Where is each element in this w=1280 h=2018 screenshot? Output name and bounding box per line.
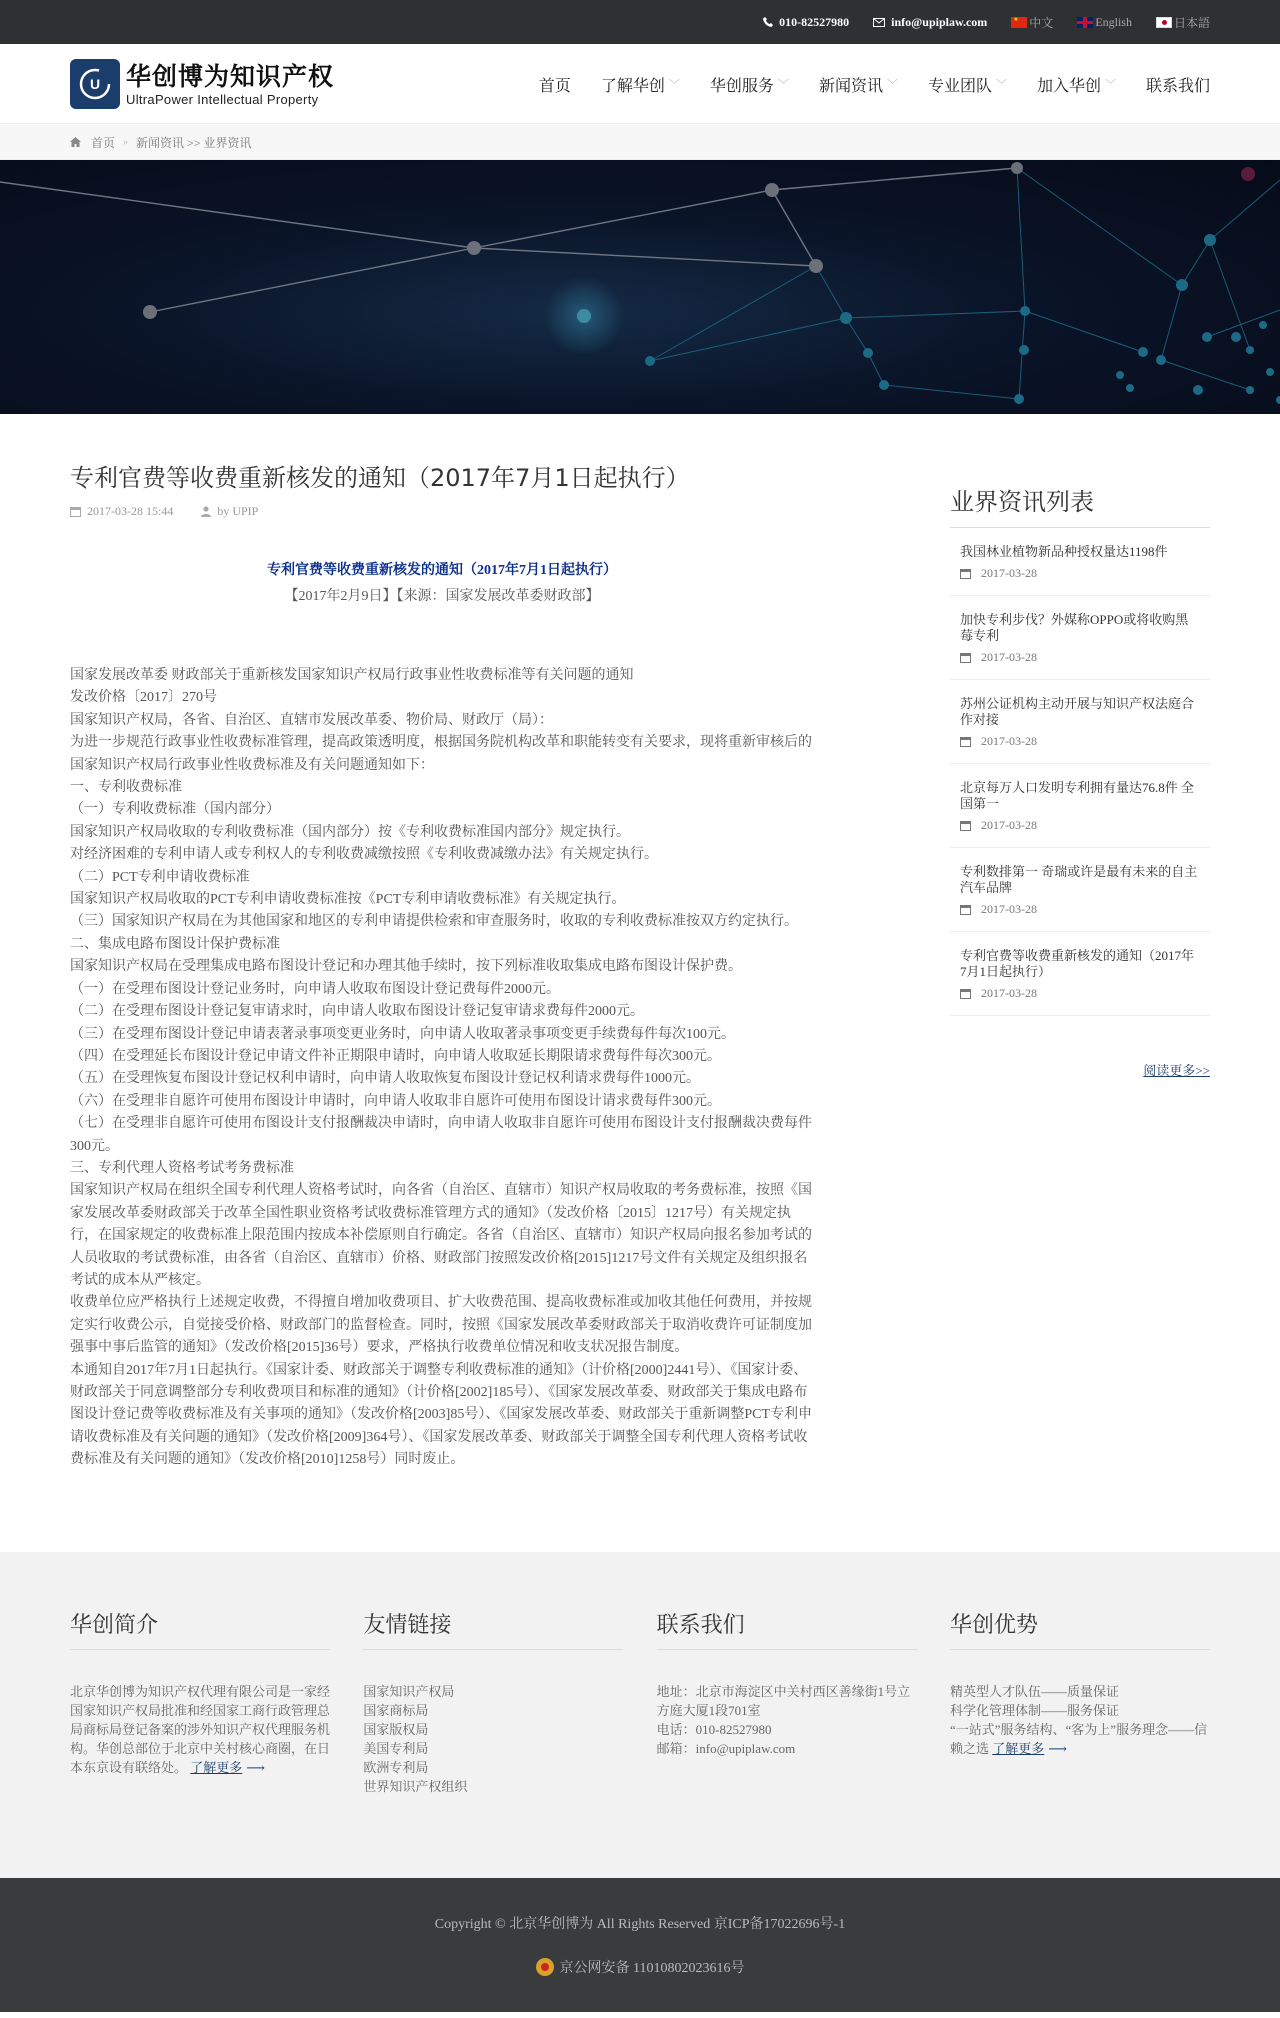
logo-mark-icon xyxy=(70,59,120,109)
article-paragraph: （二）PCT专利申请收费标准 xyxy=(70,869,250,885)
footer-links-title: 友情链接 xyxy=(363,1608,623,1650)
article-paragraph: 国家知识产权局收取的专利收费标准（国内部分）按《专利收费标准国内部分》规定执行。 xyxy=(70,824,630,840)
article-paragraph: （六）在受理非自愿许可使用布图设计申请时，向申请人收取非自愿许可使用布图设计请求费每件300元。 xyxy=(70,1093,721,1109)
footer-advantage xyxy=(950,1608,1210,1796)
main-content xyxy=(70,414,1210,1552)
footer-address: 地址：北京市海淀区中关村西区善缘街1号立方庭大厦1段701室 xyxy=(656,1683,911,1718)
breadcrumb-path: 新闻资讯 >> 业界资讯 xyxy=(136,135,252,150)
article-paragraph: 为进一步规范行政事业性收费标准管理，提高政策透明度，根据国务院机构改革和职能转变有关要求，现将重新审核后的国家知识产权局行政事业性收费标准及有关问题通知如下： xyxy=(70,735,812,773)
footer-link[interactable]: 美国专利局 xyxy=(363,1740,429,1756)
article-meta xyxy=(70,504,814,519)
footer-about xyxy=(70,1608,330,1796)
news-date: 2017-03-28 xyxy=(981,818,1037,832)
article-paragraph: 发改价格〔2017〕270号 xyxy=(70,690,217,706)
police-record[interactable] xyxy=(536,1957,745,1977)
footer-links xyxy=(363,1608,623,1796)
news-title: 专利官费等收费重新核发的通知（2017年7月1日起执行） xyxy=(960,948,1195,979)
footer-advantage-more-link[interactable]: 了解更多 xyxy=(992,1740,1045,1756)
lang-japanese[interactable]: 日本語 xyxy=(1156,14,1210,31)
article-paragraph: （一）专利收费标准（国内部分） xyxy=(70,802,280,818)
article-paragraph: 收费单位应严格执行上述规定收费，不得擅自增加收费项目、扩大收费范围、提高收费标准或加收其他任何费用，并按规定实行收费公示，自觉接受价格、财政部门的监督检查。同时，按照《国家发展改革委财政部关于取消收费许可证制度加强事中事后监管的通知》（发改价格[2015]36号）要求，严格执行收费单位情况和收支状况报告制度。 xyxy=(70,1295,812,1356)
footer-advantage-line: 科学化管理体制——服务保证 xyxy=(949,1702,1119,1718)
logo-name-en: UltraPower Intellectual Property xyxy=(126,91,319,107)
footer-link[interactable]: 世界知识产权组织 xyxy=(363,1778,468,1794)
list-item[interactable] xyxy=(950,848,1210,932)
article-paragraph: （三）在受理布图设计登记申请表著录事项变更业务时，向申请人收取著录事项变更手续费每件每次100元。 xyxy=(70,1026,735,1042)
article-date: 2017-03-28 15:44 xyxy=(70,504,187,519)
article-subtitle: 专利官费等收费重新核发的通知（2017年7月1日起执行） xyxy=(267,563,617,578)
article-paragraph: （四）在受理延长布图设计登记申请文件补正期限申请时，向申请人收取延长期限请求费每件每次300元。 xyxy=(70,1048,721,1064)
news-title: 专利数排第一 奇瑞或许是最有未来的自主汽车品牌 xyxy=(960,864,1198,895)
news-title: 苏州公证机构主动开展与知识产权法庭合作对接 xyxy=(960,696,1195,727)
footer-advantage-title: 华创优势 xyxy=(950,1608,1210,1650)
arrow-right-icon: ⟶ xyxy=(246,1759,265,1775)
sidebar-title: 业界资讯列表 xyxy=(950,482,1210,528)
footer-about-more-link[interactable]: 了解更多 xyxy=(190,1759,243,1775)
sidebar-news-list xyxy=(950,462,1210,1472)
site-logo[interactable] xyxy=(70,59,334,109)
footer-email: 邮箱：info@upiplaw.com xyxy=(656,1740,796,1756)
chevron-down-icon: ﹀ xyxy=(1104,78,1116,91)
phone-icon xyxy=(763,17,773,27)
list-item[interactable] xyxy=(950,596,1210,680)
site-footer xyxy=(0,1552,1280,1878)
calendar-icon xyxy=(70,506,81,517)
news-date: 2017-03-28 xyxy=(981,650,1037,664)
article-paragraph: （二）在受理布图设计登记复审请求时，向申请人收取布图设计登记复审请求费每件2000元。 xyxy=(70,1004,644,1020)
lang-english[interactable]: English xyxy=(1077,15,1132,30)
article-title: 专利官费等收费重新核发的通知（2017年7月1日起执行） xyxy=(70,464,690,492)
article-paragraph: 国家发展改革委 财政部关于重新核发国家知识产权局行政事业性收费标准等有关问题的通知 xyxy=(70,668,634,683)
copyright-text: Copyright © 北京华创博为 All Rights Reserved 京ICP备17022696号-1 xyxy=(434,1916,846,1932)
article-paragraph: （五）在受理恢复布图设计登记权利申请时，向申请人收取恢复布图设计登记权利请求费每件1000元。 xyxy=(70,1071,700,1087)
article-paragraph: 三、专利代理人资格考试考务费标准 xyxy=(70,1160,294,1176)
copyright-bar xyxy=(0,1878,1280,2012)
footer-advantage-line: 精英型人才队伍——质量保证 xyxy=(949,1683,1119,1699)
email-contact[interactable] xyxy=(873,15,987,30)
article-paragraph: 国家知识产权局在受理集成电路布图设计登记和办理其他手续时，按下列标准收取集成电路布图设计保护费。 xyxy=(70,959,742,975)
footer-contact-title: 联系我们 xyxy=(657,1608,917,1650)
article-paragraph: 一、专利收费标准 xyxy=(70,780,182,796)
news-title: 加快专利步伐？外媒称OPPO或将收购黑莓专利 xyxy=(960,612,1189,643)
police-record-text: 京公网安备 11010802023616号 xyxy=(559,1960,745,1976)
nav-contact[interactable]: 联系我们 xyxy=(1145,75,1210,95)
nav-services[interactable]: 华创服务 ﹀ xyxy=(709,75,789,95)
uk-flag-icon xyxy=(1077,17,1093,28)
footer-link[interactable]: 国家版权局 xyxy=(363,1721,429,1737)
svg-text:U: U xyxy=(89,76,101,92)
chevron-down-icon: ﹀ xyxy=(777,78,789,91)
footer-advantage-line: “一站式”服务结构、“客为上”服务理念——信赖之选 xyxy=(949,1721,1208,1756)
police-badge-icon xyxy=(536,1958,554,1976)
chevron-down-icon: ﹀ xyxy=(995,78,1007,91)
arrow-right-icon: ⟶ xyxy=(1048,1740,1067,1756)
footer-link[interactable]: 国家商标局 xyxy=(363,1702,429,1718)
japan-flag-icon xyxy=(1156,17,1172,28)
top-bar xyxy=(0,0,1280,44)
article-body xyxy=(70,665,814,1472)
envelope-icon xyxy=(873,18,885,27)
footer-about-text: 北京华创博为知识产权代理有限公司是一家经国家知识产权局批准和经国家工商行政管理总局商标局登记备案的涉外知识产权代理服务机构。华创总部位于北京中关村核心商圈，在日本东京设有联络处。 xyxy=(70,1683,331,1775)
network-graphic xyxy=(0,160,1280,414)
china-flag-icon xyxy=(1011,17,1027,28)
nav-join[interactable]: 加入华创 ﹀ xyxy=(1036,75,1116,95)
calendar-icon xyxy=(960,988,971,999)
article xyxy=(70,462,814,1472)
article-paragraph: 国家知识产权局在组织全国专利代理人资格考试时，向各省（自治区、直辖市）知识产权局收取的考务费标准，按照《国家发展改革委财政部关于改革全国性职业资格考试收费标准管理方式的通知》（发改价格〔2015〕1217号）有关规定执行，在国家规定的收费标准上限范围内按成本补偿原则自行确定。各省（自治区、直辖市）知识产权局向报名参加考试的人员收取的考试费标准，由各省（自治区、直辖市）价格、财政部门按照发改价格[2015]1217号文件有关规定及组织报名考试的成本从严核定。 xyxy=(70,1183,812,1288)
article-paragraph: （七）在受理非自愿许可使用布图设计支付报酬裁决申请时，向申请人收取非自愿许可使用布图设计支付报酬裁决费每件300元。 xyxy=(70,1116,812,1154)
article-paragraph: 本通知自2017年7月1日起执行。《国家计委、财政部关于调整专利收费标准的通知》（计价格[2000]2441号）、《国家计委、财政部关于同意调整部分专利收费项目和标准的通知》（计价格[2002]185号）、《国家发展改革委、财政部关于集成电路布图设计登记费等收费标准及有关事项的通知》（发改价格[2003]85号）、《国家发展改革委、财政部关于重新调整PCT专利申请收费标准及有关问题的通知》（发改价格[2009]364号）、《国家发展改革委、财政部关于调整全国专利代理人资格考试收费标准及有关问题的通知》（发改价格[2010]1258号）同时废止。 xyxy=(70,1362,812,1468)
breadcrumb-home[interactable]: 首页 xyxy=(91,135,116,150)
lang-chinese[interactable]: ★ 中文 xyxy=(1011,14,1053,31)
chevron-down-icon: ﹀ xyxy=(886,78,898,91)
phone-contact[interactable] xyxy=(763,15,849,30)
nav-team[interactable]: 专业团队 ﹀ xyxy=(927,75,1007,95)
list-item[interactable] xyxy=(950,932,1210,1016)
list-item[interactable] xyxy=(950,764,1210,848)
news-title: 北京每万人口发明专利拥有量达76.8件 全国第一 xyxy=(960,780,1195,811)
news-date: 2017-03-28 xyxy=(981,566,1037,580)
article-paragraph: 国家知识产权局收取的PCT专利申请收费标准按《PCT专利申请收费标准》有关规定执行。 xyxy=(70,892,626,908)
hero-banner xyxy=(0,160,1280,414)
article-paragraph: 国家知识产权局，各省、自治区、直辖市发展改革委、物价局、财政厅（局）： xyxy=(70,712,553,728)
main-nav xyxy=(509,73,1210,96)
phone-text: 010-82527980 xyxy=(779,14,850,29)
calendar-icon xyxy=(960,736,971,747)
footer-phone: 电话：010-82527980 xyxy=(656,1721,772,1737)
footer-contact xyxy=(657,1608,917,1796)
list-item[interactable] xyxy=(950,528,1210,596)
news-title: 我国林业植物新品种授权量达1198件 xyxy=(960,544,1168,559)
calendar-icon xyxy=(960,820,971,831)
chevron-down-icon: ﹀ xyxy=(668,78,680,91)
nav-about[interactable]: 了解华创 ﹀ xyxy=(600,75,680,95)
footer-about-title: 华创简介 xyxy=(70,1608,330,1650)
calendar-icon xyxy=(960,904,971,915)
article-author: by UPIP xyxy=(201,504,272,519)
news-date: 2017-03-28 xyxy=(981,986,1037,1000)
list-item[interactable] xyxy=(950,680,1210,764)
article-paragraph: 二、集成电路布图设计保护费标准 xyxy=(70,936,280,952)
article-paragraph: （一）在受理布图设计登记业务时，向申请人收取布图设计登记费每件2000元。 xyxy=(70,981,560,997)
news-date: 2017-03-28 xyxy=(981,734,1037,748)
calendar-icon xyxy=(960,652,971,663)
breadcrumb-separator-icon: » xyxy=(123,136,129,148)
nav-home[interactable]: 首页 xyxy=(538,75,571,95)
nav-news[interactable]: 新闻资讯 ﹀ xyxy=(818,75,898,95)
user-icon xyxy=(201,506,211,517)
home-icon xyxy=(70,137,81,147)
news-date: 2017-03-28 xyxy=(981,902,1037,916)
footer-link[interactable]: 欧洲专利局 xyxy=(363,1759,429,1775)
read-more-link[interactable]: 阅读更多>> xyxy=(1143,1063,1210,1078)
site-header xyxy=(0,44,1280,124)
footer-link[interactable]: 国家知识产权局 xyxy=(363,1683,455,1699)
email-text: info@upiplaw.com xyxy=(891,14,988,29)
breadcrumb xyxy=(0,124,1280,160)
article-paragraph: （三）国家知识产权局在为其他国家和地区的专利申请提供检索和审查服务时，收取的专利收费标准按双方约定执行。 xyxy=(70,914,798,930)
logo-name-cn: 华创博为知识产权 xyxy=(126,61,335,91)
article-source: 【2017年2月9日】【来源：国家发展改革委财政部】 xyxy=(284,589,600,604)
article-paragraph: 对经济困难的专利申请人或专利权人的专利收费减缴按照《专利收费减缴办法》有关规定执行。 xyxy=(70,847,658,863)
calendar-icon xyxy=(960,568,971,579)
